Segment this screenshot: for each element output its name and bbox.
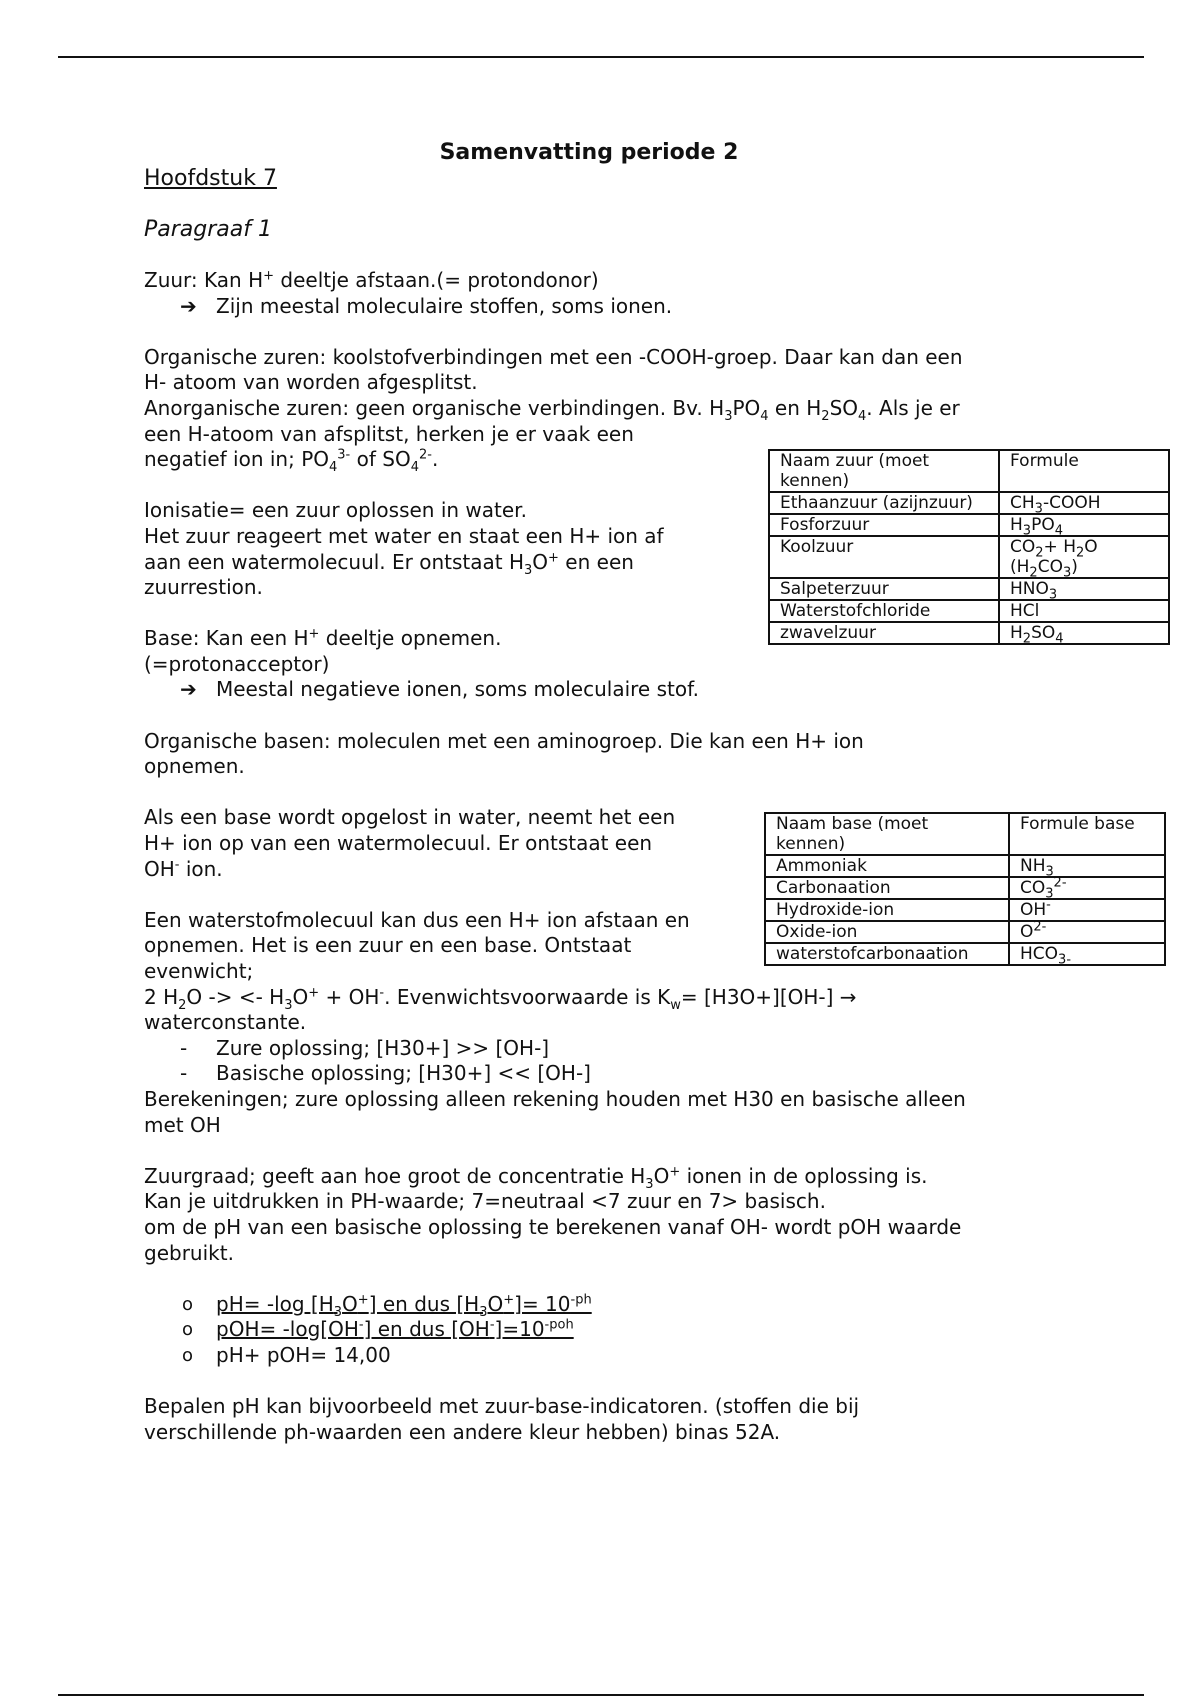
- table-header-cell: Formule base: [1009, 813, 1165, 855]
- table-header-cell: Naam zuur (moet kennen): [769, 450, 999, 492]
- table-cell: HCl: [999, 600, 1169, 622]
- table-cell: Waterstofchloride: [769, 600, 999, 622]
- indicator-text: Bepalen pH kan bijvoorbeeld met zuur-base-indicatoren. (stoffen die bij verschillende ph-waarden een andere kleur hebben) binas 52A.: [144, 1394, 860, 1444]
- document-body: [144, 140, 1064, 1445]
- table-header-cell: Formule: [999, 450, 1169, 492]
- table-header-cell: Naam base (moet kennen): [765, 813, 1009, 855]
- table-row: [769, 578, 1169, 600]
- formula-sum: o pH+ pOH= 14,00: [182, 1342, 391, 1367]
- formula-poh: o pOH= -log[OH-] en dus $[OH^-]=10^{-poh}$: [182, 1317, 574, 1342]
- table-row: [769, 600, 1169, 622]
- list-item: - Zure oplossing; [H30+] >> [OH-]: [180, 1035, 550, 1060]
- acid-table: [768, 449, 1170, 645]
- organic-acids-text: Organische zuren: koolstofverbindingen met een -COOH-groep. Daar kan dan een H- atoom van worden afgesplitst.: [144, 344, 963, 395]
- chapter-heading: Hoofdstuk 7: [144, 165, 277, 191]
- table-cell: waterstofcarbonaation: [765, 943, 1009, 965]
- bottom-rule: [58, 1694, 1144, 1696]
- table-cell: $H_3PO_4$: [999, 514, 1169, 536]
- table-cell: $H_2SO_4$: [999, 622, 1169, 644]
- acidity-text: Zuurgraad; geeft aan hoe groot de concentratie $H_3O^+$ ionen in de oplossing is. Kan je uitdrukken in PH-waarde; 7=neutraal <7 zuur en 7> basisch. om de pH van een basische oplossing te berekenen vanaf OH- wordt pOH waarde gebruikt.: [144, 1163, 962, 1265]
- table-row: [765, 813, 1165, 855]
- base-arrow-item: ➔ Meestal negatieve ionen, soms moleculaire stof.: [180, 677, 700, 702]
- table-row: [769, 622, 1169, 644]
- table-cell: $NH_3$: [1009, 855, 1165, 877]
- table-cell: $O^{2-}$: [1009, 921, 1165, 943]
- dash-bullet: -: [180, 1061, 188, 1086]
- water-text: Een waterstofmolecuul kan dus een H+ ion afstaan en opnemen. Het is een zuur en een base. Ontstaat evenwicht; 2 $H_2O$ -> <- $H_3O^+ + OH^-$. Evenwichtsvoorwaarde is $K_w= [H3O+][OH-]$ → waterconstante.: [144, 907, 857, 1035]
- table-row: [765, 877, 1165, 899]
- table-row: [769, 492, 1169, 514]
- page-title: Samenvatting periode 2: [439, 140, 739, 165]
- top-rule: [58, 56, 1144, 58]
- table-cell: $CH_3$-COOH: [999, 492, 1169, 514]
- table-row: [765, 943, 1165, 965]
- dash-bullet: -: [180, 1035, 188, 1060]
- table-cell: Ammoniak: [765, 855, 1009, 877]
- organic-bases-text: Organische basen: moleculen met een aminogroep. Die kan een H+ ion opnemen.: [144, 728, 864, 779]
- table-cell: Carbonaation: [765, 877, 1009, 899]
- arrow-icon: ➔: [180, 677, 197, 702]
- table-cell: Salpeterzuur: [769, 578, 999, 600]
- table-cell: $CO_2+ H_2O$ $(H_2CO_3)$: [999, 536, 1169, 578]
- calculations-text: Berekeningen; zure oplossing alleen rekening houden met H30 en basische alleen met OH: [144, 1086, 966, 1137]
- table-cell: Ethaanzuur (azijnzuur): [769, 492, 999, 514]
- table-cell: Hydroxide-ion: [765, 899, 1009, 921]
- table-cell: $HCO_{3-}$: [1009, 943, 1165, 965]
- table-row: [765, 899, 1165, 921]
- table-cell: Oxide-ion: [765, 921, 1009, 943]
- base-table: [764, 812, 1166, 966]
- acid-definition: Zuur: Kan H+ deeltje afstaan.(= protondonor): [144, 267, 599, 292]
- paragraph-heading: Paragraaf 1: [144, 216, 272, 242]
- table-cell: $CO_3^{2-}$: [1009, 877, 1165, 899]
- table-row: [765, 855, 1165, 877]
- formula-ph: o pH= -log $[H_3O^+]$ en dus $[H_3O^+]= 10^{-ph}$: [182, 1291, 592, 1320]
- table-row: [769, 514, 1169, 536]
- acid-arrow-item: ➔ Zijn meestal moleculaire stoffen, soms ionen.: [180, 293, 673, 318]
- base-definition: Base: Kan een H+ deeltje opnemen. (=protonacceptor): [144, 626, 502, 676]
- table-cell: zwavelzuur: [769, 622, 999, 644]
- table-row: [769, 450, 1169, 492]
- ionisation-text: Ionisatie= een zuur oplossen in water. Het zuur reageert met water en staat een H+ ion af aan een watermolecuul. Er ontstaat $H_3O^+$ en een zuurrestion.: [144, 498, 664, 600]
- list-item: - Basische oplossing; [H30+] << [OH-]: [180, 1061, 591, 1086]
- inorganic-acids-text: Anorganische zuren: geen organische verbindingen. Bv. $H_3PO_4$ en $H_2SO_4$. Als je er een H-atoom van afsplitst, herken je er vaak een negatief ion in; $PO_4^{3-}$ of $SO_4^{2-}$.: [144, 395, 960, 476]
- table-cell: Koolzuur: [769, 536, 999, 578]
- table-cell: Fosforzuur: [769, 514, 999, 536]
- arrow-icon: ➔: [180, 293, 197, 318]
- table-cell: OH-: [1009, 899, 1165, 921]
- table-cell: $HNO_3$: [999, 578, 1169, 600]
- base-dissolve-text: Als een base wordt opgelost in water, neemt het een H+ ion op van een watermolecuul. Er ontstaat een OH- ion.: [144, 805, 676, 881]
- table-row: [769, 536, 1169, 578]
- table-row: [765, 921, 1165, 943]
